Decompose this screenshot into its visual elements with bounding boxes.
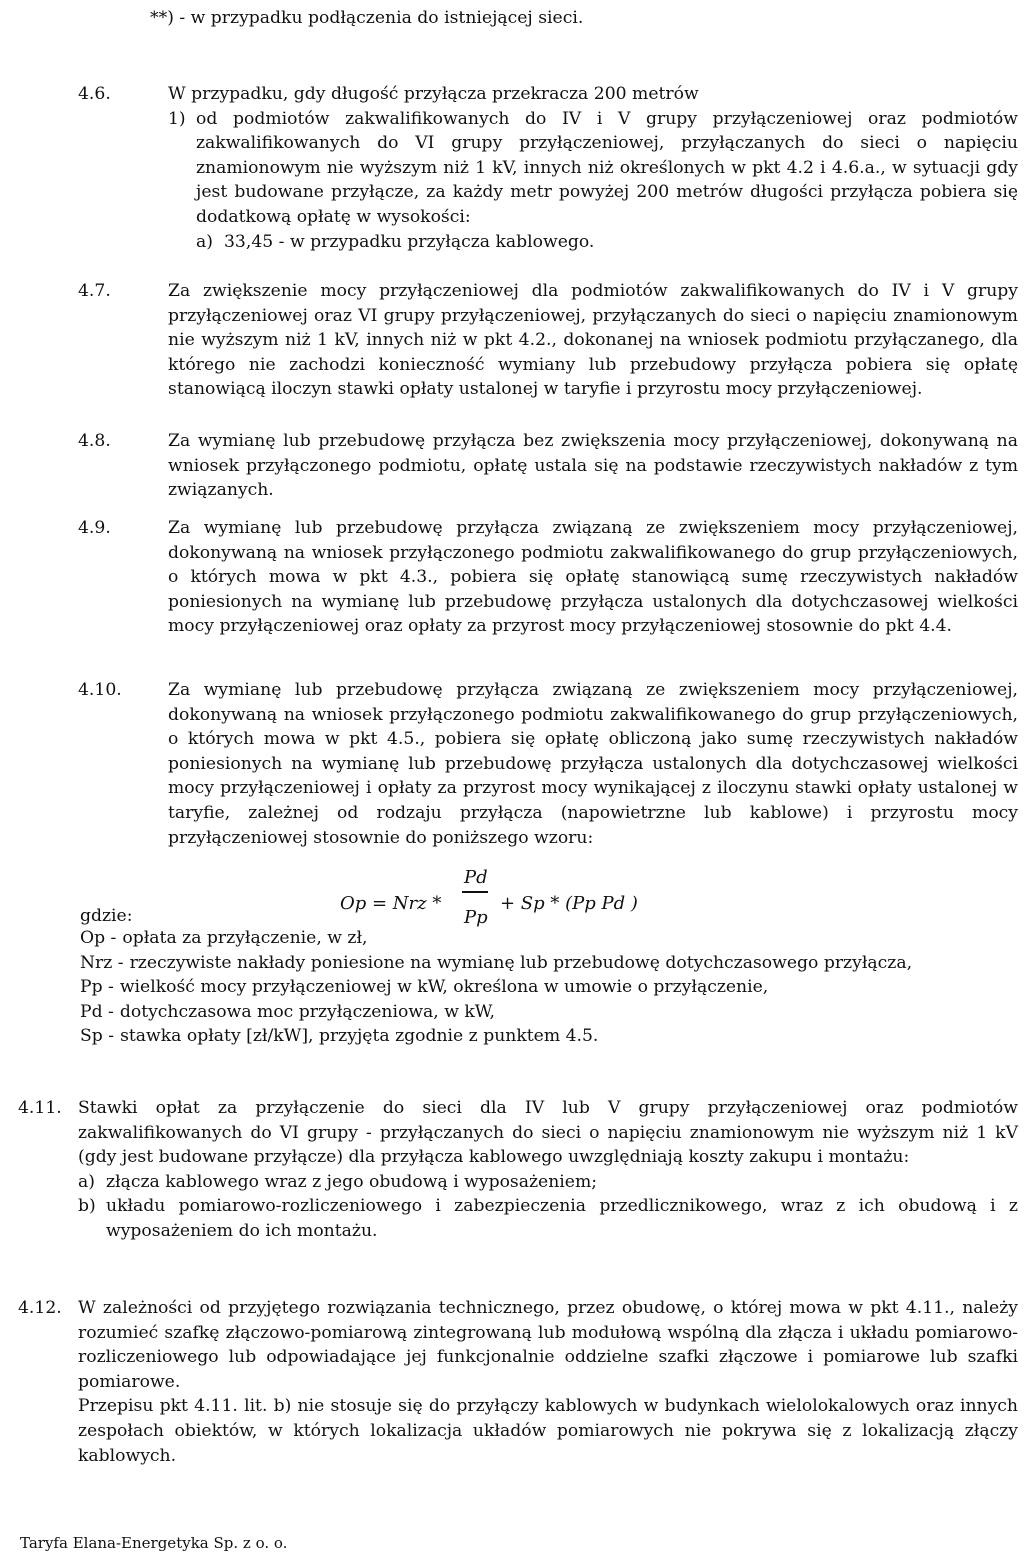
list-marker: 1)	[168, 108, 186, 129]
page-footer: Taryfa Elana-Energetyka Sp. z o. o.	[20, 1534, 288, 1552]
section-number: 4.9.	[78, 518, 111, 538]
section-number: 4.10.	[78, 680, 122, 700]
definition-symbol: Sp -	[80, 1026, 115, 1047]
section-intro: W przypadku, gdy długość przyłącza przekracza 200 metrów	[168, 84, 699, 104]
definition-symbol: Op -	[80, 928, 117, 948]
section-text: W zależności od przyjętego rozwiązania technicznego, przez obudowę, o której mowa w pkt 4.11., należy rozumieć szafkę złączowo-pomiarową zintegrowaną lub modułową wspólną dla złącza i układu pomiarowo-rozliczeniowego lub odpowiadające jej funkcjonalnie oddzielne szafki złączowe i pomiarowe lub szafki pomiarowe.	[78, 1298, 1018, 1392]
definition-symbol: Pp -	[80, 977, 114, 998]
definitions-list	[80, 926, 1018, 1049]
list-item	[78, 1170, 1018, 1195]
definition-symbol: Nrz -	[80, 952, 124, 973]
sub-list-item	[196, 230, 1018, 255]
list-item-text: złącza kablowego wraz z jego obudową i wyposażeniem;	[106, 1171, 598, 1192]
section-number: 4.7.	[78, 281, 111, 301]
formula-lhs: Op = Nrz *	[340, 893, 442, 914]
section-text: Stawki opłat za przyłączenie do sieci dla IV lub V grupy przyłączeniowej oraz podmiotów zakwalifikowanych do VI grupy - przyłączanych do sieci o napięciu znamionowym nie wyższym niż 1 kV (gdy jest budowane przyłącze) dla przyłącza kablowego uwzględniają koszty zakupu i montażu:	[78, 1098, 1018, 1168]
definition-symbol: Pd -	[80, 1001, 114, 1022]
section-4-11	[18, 1096, 1018, 1244]
section-4-10	[78, 678, 1018, 850]
fraction-bar	[462, 891, 488, 893]
section-text: Za wymianę lub przebudowę przyłącza związaną ze zwiększeniem mocy przyłączeniowej, dokonywaną na wniosek przyłączonego podmiotu zakwalifikowanego do grup przyłączeniowych, o których mowa w pkt 4.5., pobiera się opłatę obliczoną jako sumę rzeczywistych nakładów poniesionych na wymianę lub przebudowę przyłącza ustalonych dla dotychczasowej wielkości mocy przyłączeniowej i opłaty za przyrost mocy wynikającej z iloczynu stawki opłaty ustalonej w taryfie, zależnej od rodzaju przyłącza (napowietrzne lub kablowe) i przyrostu mocy przyłączeniowej stosownie do poniższego wzoru:	[168, 680, 1018, 848]
list-marker: b)	[78, 1196, 96, 1217]
list-item-text: układu pomiarowo-rozliczeniowego i zabezpieczenia przedlicznikowego, wraz z ich obudową i z wyposażeniem do ich montażu.	[106, 1196, 1018, 1241]
definition-text: rzeczywiste nakłady poniesione na wymianę lub przebudowę dotychczasowego przyłącza,	[129, 952, 913, 973]
definition-text: stawka opłaty [zł/kW], przyjęta zgodnie z punktem 4.5.	[120, 1026, 599, 1047]
section-4-8	[78, 429, 1018, 503]
section-text: Za zwiększenie mocy przyłączeniowej dla podmiotów zakwalifikowanych do IV i V grupy przyłączeniowej oraz VI grupy przyłączeniowej, przyłączanych do sieci o napięciu znamionowym nie wyższym niż 1 kV, innych niż w pkt 4.2., dokonanej na wniosek podmiotu przyłączanego, dla którego nie zachodzi konieczność wymiany lub przebudowy przyłącza pobiera się opłatę stanowiącą iloczyn stawki opłaty ustalonej w taryfie i przyrostu mocy przyłączeniowej.	[168, 281, 1018, 400]
list-item	[78, 1194, 1018, 1243]
section-text: Za wymianę lub przebudowę przyłącza związaną ze zwiększeniem mocy przyłączeniowej, dokonywaną na wniosek przyłączonego podmiotu zakwalifikowanego do grup przyłączeniowych, o których mowa w pkt 4.3., pobiera się opłatę stanowiącą sumę rzeczywistych nakładów poniesionych na wymianę lub przebudowę przyłącza ustalonych dla dotychczasowej wielkości mocy przyłączeniowej oraz opłaty za przyrost mocy przyłączeniowej stosownie do pkt 4.4.	[168, 518, 1018, 637]
section-number: 4.8.	[78, 431, 111, 451]
definition-text: opłata za przyłączenie, w zł,	[122, 928, 368, 948]
formula-fraction-numerator: Pd	[464, 867, 488, 888]
list-marker: a)	[196, 231, 213, 252]
section-number: 4.12.	[18, 1298, 62, 1318]
footnote: **) - w przypadku podłączenia do istniejącej sieci.	[150, 8, 584, 28]
formula-fraction-denominator: Pp	[464, 907, 488, 928]
definition-text: wielkość mocy przyłączeniowej w kW, określona w umowie o przyłączenie,	[119, 977, 769, 998]
section-number: 4.11.	[18, 1098, 62, 1118]
list-item	[168, 107, 1018, 230]
definition-item	[80, 1024, 1018, 1049]
formula-rhs: + Sp * (Pp Pd )	[500, 893, 638, 914]
section-4-6	[78, 82, 1018, 254]
definition-item	[80, 975, 1018, 1000]
list-item-text: 33,45 - w przypadku przyłącza kablowego.	[224, 231, 595, 252]
definition-item	[80, 926, 1018, 951]
section-text: Za wymianę lub przebudowę przyłącza bez zwiększenia mocy przyłączeniowej, dokonywaną na wniosek przyłączonego podmiotu, opłatę ustala się na podstawie rzeczywistych nakładów z tym związanych.	[168, 431, 1018, 501]
list-marker: a)	[78, 1171, 95, 1192]
list-item-text: od podmiotów zakwalifikowanych do IV i V grupy przyłączeniowej oraz podmiotów zakwalifikowanych do VI grupy przyłączeniowej, przyłączanych do sieci o napięciu znamionowym nie wyższym niż 1 kV, innych niż określonych w pkt 4.2 i 4.6.a., w sytuacji gdy jest budowane przyłącze, za każdy metr powyżej 200 metrów długości przyłącza pobiera się dodatkową opłatę w wysokości:	[196, 108, 1018, 227]
section-4-12	[18, 1296, 1018, 1468]
where-label: gdzie:	[80, 906, 133, 926]
section-number: 4.6.	[78, 84, 111, 104]
section-4-9	[78, 516, 1018, 639]
definition-item	[80, 1000, 1018, 1025]
definition-text: dotychczasowa moc przyłączeniowa, w kW,	[119, 1001, 495, 1022]
section-note: Przepisu pkt 4.11. lit. b) nie stosuje się do przyłączy kablowych w budynkach wielolokalowych oraz innych zespołach obiektów, w których lokalizacja układów pomiarowych nie pokrywa się z lokalizacją złączy kablowych.	[78, 1396, 1018, 1466]
definition-item	[80, 951, 1018, 976]
section-4-7	[78, 279, 1018, 402]
